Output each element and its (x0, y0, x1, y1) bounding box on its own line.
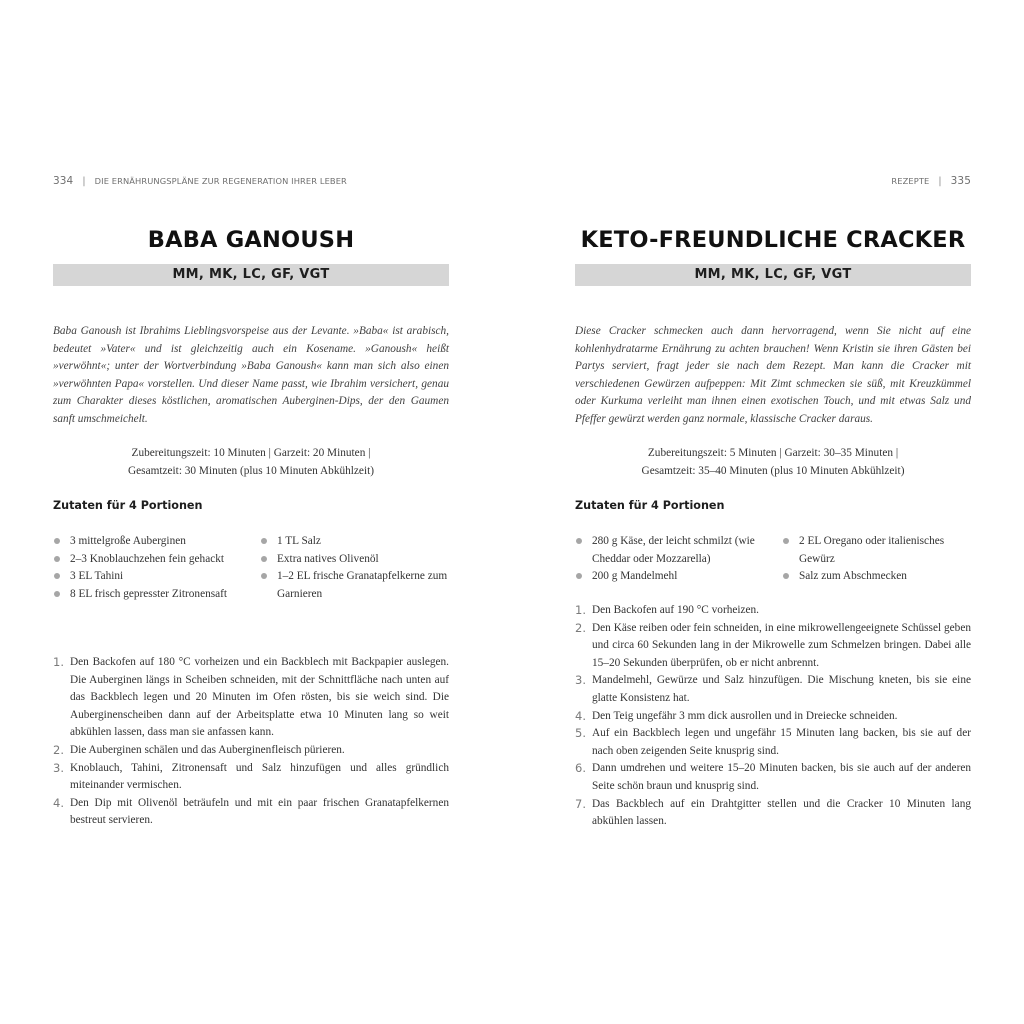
instruction-step (53, 795, 449, 830)
step-text: Auf ein Backblech legen und ungefähr 15 Minuten lang backen, bis sie auf der nach oben zeigenden Seite knusprig sind. (592, 727, 971, 757)
right-page[interactable] (575, 0, 971, 1024)
instruction-step (53, 760, 449, 795)
instruction-step (575, 602, 971, 620)
step-number: 1. (53, 655, 64, 669)
time-line: Gesamtzeit: 30 Minuten (plus 10 Minuten Abkühlzeit) (128, 464, 374, 477)
ingredient-item (53, 533, 243, 551)
instruction-step (53, 742, 449, 760)
step-text: Dann umdrehen und weitere 15–20 Minuten backen, bis sie auch auf der anderen Seite schön braun und knusprig sind. (592, 762, 971, 792)
bullet-icon (54, 538, 60, 544)
header-divider: | (938, 175, 942, 187)
instruction-step (575, 672, 971, 707)
step-text: Den Backofen auf 180 °C vorheizen und ein Backblech mit Backpapier auslegen. Die Auberginen längs in Scheiben schneiden, mit der Schnittfläche nach unten auf das Backblech legen und 20 Minuten im Ofen rösten, bis sie weich sind. Die Auberginenscheiben dann auf der Arbeitsplatte etwa 10 Minuten lang so weit abkühlen lassen, dass man sie anfassen kann. (70, 656, 449, 739)
step-text: Den Teig ungefähr 3 mm dick ausrollen und in Dreiecke schneiden. (592, 709, 898, 722)
step-text: Den Dip mit Olivenöl beträufeln und mit ein paar frischen Granatapfelkernen bestreut servieren. (70, 796, 449, 827)
instruction-step (575, 760, 971, 795)
instruction-step (53, 654, 449, 742)
ingredient-list (260, 533, 452, 603)
time-line: Zubereitungszeit: 5 Minuten | Garzeit: 30–35 Minuten | (647, 447, 899, 459)
step-number: 4. (53, 795, 64, 810)
ingredient-item (53, 568, 243, 586)
bullet-icon (783, 573, 789, 579)
bullet-icon (576, 573, 582, 579)
ingredient-item (53, 551, 243, 569)
step-text: Knoblauch, Tahini, Zitronensaft und Salz hinzufügen und alles gründlich miteinander vermischen. (70, 761, 449, 792)
instruction-steps (575, 602, 971, 831)
ingredient-item (575, 533, 765, 568)
instruction-step (575, 620, 971, 673)
recipe-intro: Diese Cracker schmecken auch dann hervorragend, wenn Sie nicht auf eine kohlenhydratarme Ernährung zu achten brauchen! Wenn Kristin sie ihren Gästen bei Partys serviert, fragt jeder sie nach dem Rezept. Man kann die Cracker mit verschiedenen Gewürzen aufpeppen: Mit Zimt schmecken sie süß, mit Kreuzkümmel oder Kurkuma verleiht man ihnen einen exotischen Touch, und mit etwas Salz und Pfeffer gewürzt werden ganz normale, klassische Cracker daraus. (575, 325, 971, 425)
time-info (575, 445, 971, 480)
page-number: 335 (950, 175, 971, 187)
bullet-icon (54, 556, 60, 562)
instruction-steps (53, 654, 449, 830)
recipe-title: KETO-FREUNDLICHE CRACKER (580, 227, 966, 253)
step-number: 4. (575, 708, 586, 723)
step-text: Mandelmehl, Gewürze und Salz hinzufügen. Die Mischung kneten, bis sie eine glatte Konsistenz hat. (592, 674, 971, 704)
bullet-icon (261, 556, 267, 562)
header-divider: | (82, 175, 86, 187)
step-text: Das Backblech auf ein Drahtgitter stellen und die Cracker 10 Minuten lang abkühlen lassen. (592, 797, 971, 828)
ingredient-list (782, 533, 974, 586)
page-number: 334 (53, 175, 74, 187)
ingredient-item (260, 568, 452, 603)
ingredient-item (782, 533, 974, 568)
step-number: 6. (575, 761, 586, 776)
step-number: 3. (575, 673, 586, 688)
bullet-icon (54, 573, 60, 579)
time-info (53, 445, 449, 480)
step-number: 2. (575, 620, 586, 635)
recipe-intro: Baba Ganoush ist Ibrahims Lieblingsvorspeise aus der Levante. »Baba« ist arabisch, bedeutet »Vater« und ist gleichzeitig auch ein Kosename. »Ganoush« heißt »verwöhnt«; unter der Wortverbindung »Baba Ganoush« kann man sich also einen »verwöhnten Papa« vorstellen. Und dieser Name passt, wie Ibrahim versichert, genau zum Charakter dieses köstlichen, aromatischen Auberginen-Dips, der den Gaumen sanft umschmeichelt. (53, 325, 449, 425)
running-head (575, 173, 971, 189)
instruction-step (575, 796, 971, 831)
ingredient-text: 2–3 Knoblauchzehen fein gehackt (70, 552, 225, 565)
ingredient-item (575, 568, 765, 586)
ingredient-item (260, 551, 452, 569)
ingredient-item (53, 586, 243, 604)
ingredient-list (53, 533, 243, 603)
ingredients-heading: Zutaten für 4 Portionen (53, 499, 203, 512)
step-text: Den Käse reiben oder fein schneiden, in eine mikrowellengeeignete Schüssel geben und circa 60 Sekunden lang in der Mikrowelle zum Schmelzen bringen. Dabei alle 15–20 Sekunden überprüfen, ob er nicht anbrennt. (592, 621, 971, 669)
ingredient-list (575, 533, 765, 586)
ingredient-text: 3 EL Tahini (70, 570, 124, 583)
left-page[interactable] (53, 0, 449, 1024)
step-text: Die Auberginen schälen und das Auberginenfleisch pürieren. (70, 743, 345, 756)
bullet-icon (783, 538, 789, 544)
step-text: Den Backofen auf 190 °C vorheizen. (592, 604, 760, 616)
step-number: 7. (575, 796, 586, 811)
step-number: 2. (53, 742, 64, 757)
ingredient-text: 280 g Käse, der leicht schmilzt (wie Cheddar oder Mozzarella) (592, 535, 755, 565)
bullet-icon (576, 538, 582, 544)
ingredient-text: Extra natives Olivenöl (277, 552, 379, 565)
time-line: Zubereitungszeit: 10 Minuten | Garzeit: 20 Minuten | (131, 447, 371, 459)
step-number: 3. (53, 760, 64, 775)
ingredient-text: 1–2 EL frische Granatapfelkerne zum Garnieren (277, 570, 448, 600)
ingredient-text: 3 mittelgroße Auberginen (70, 535, 186, 547)
running-title: REZEPTE (891, 176, 930, 186)
ingredient-text: 200 g Mandelmehl (592, 570, 678, 583)
ingredient-text: 2 EL Oregano oder italienisches Gewürz (799, 535, 945, 565)
ingredient-text: Salz zum Abschmecken (799, 570, 907, 583)
bullet-icon (54, 591, 60, 597)
ingredient-text: 1 TL Salz (277, 535, 321, 547)
recipe-title: BABA GANOUSH (147, 227, 355, 253)
time-line: Gesamtzeit: 35–40 Minuten (plus 10 Minuten Abkühlzeit) (641, 464, 905, 477)
running-title: DIE ERNÄHRUNGSPLÄNE ZUR REGENERATION IHRER LEBER (94, 176, 347, 186)
step-number: 1. (575, 603, 586, 617)
bullet-icon (261, 573, 267, 579)
diet-tags: MM, MK, LC, GF, VGT (575, 264, 971, 286)
ingredients-heading: Zutaten für 4 Portionen (575, 499, 725, 512)
instruction-step (575, 708, 971, 726)
step-number: 5. (575, 726, 586, 741)
ingredient-item (260, 533, 452, 551)
ingredient-item (782, 568, 974, 586)
diet-tags: MM, MK, LC, GF, VGT (53, 264, 449, 286)
instruction-step (575, 725, 971, 760)
bullet-icon (261, 538, 267, 544)
ingredient-text: 8 EL frisch gepresster Zitronensaft (70, 587, 228, 600)
running-head (53, 173, 449, 189)
